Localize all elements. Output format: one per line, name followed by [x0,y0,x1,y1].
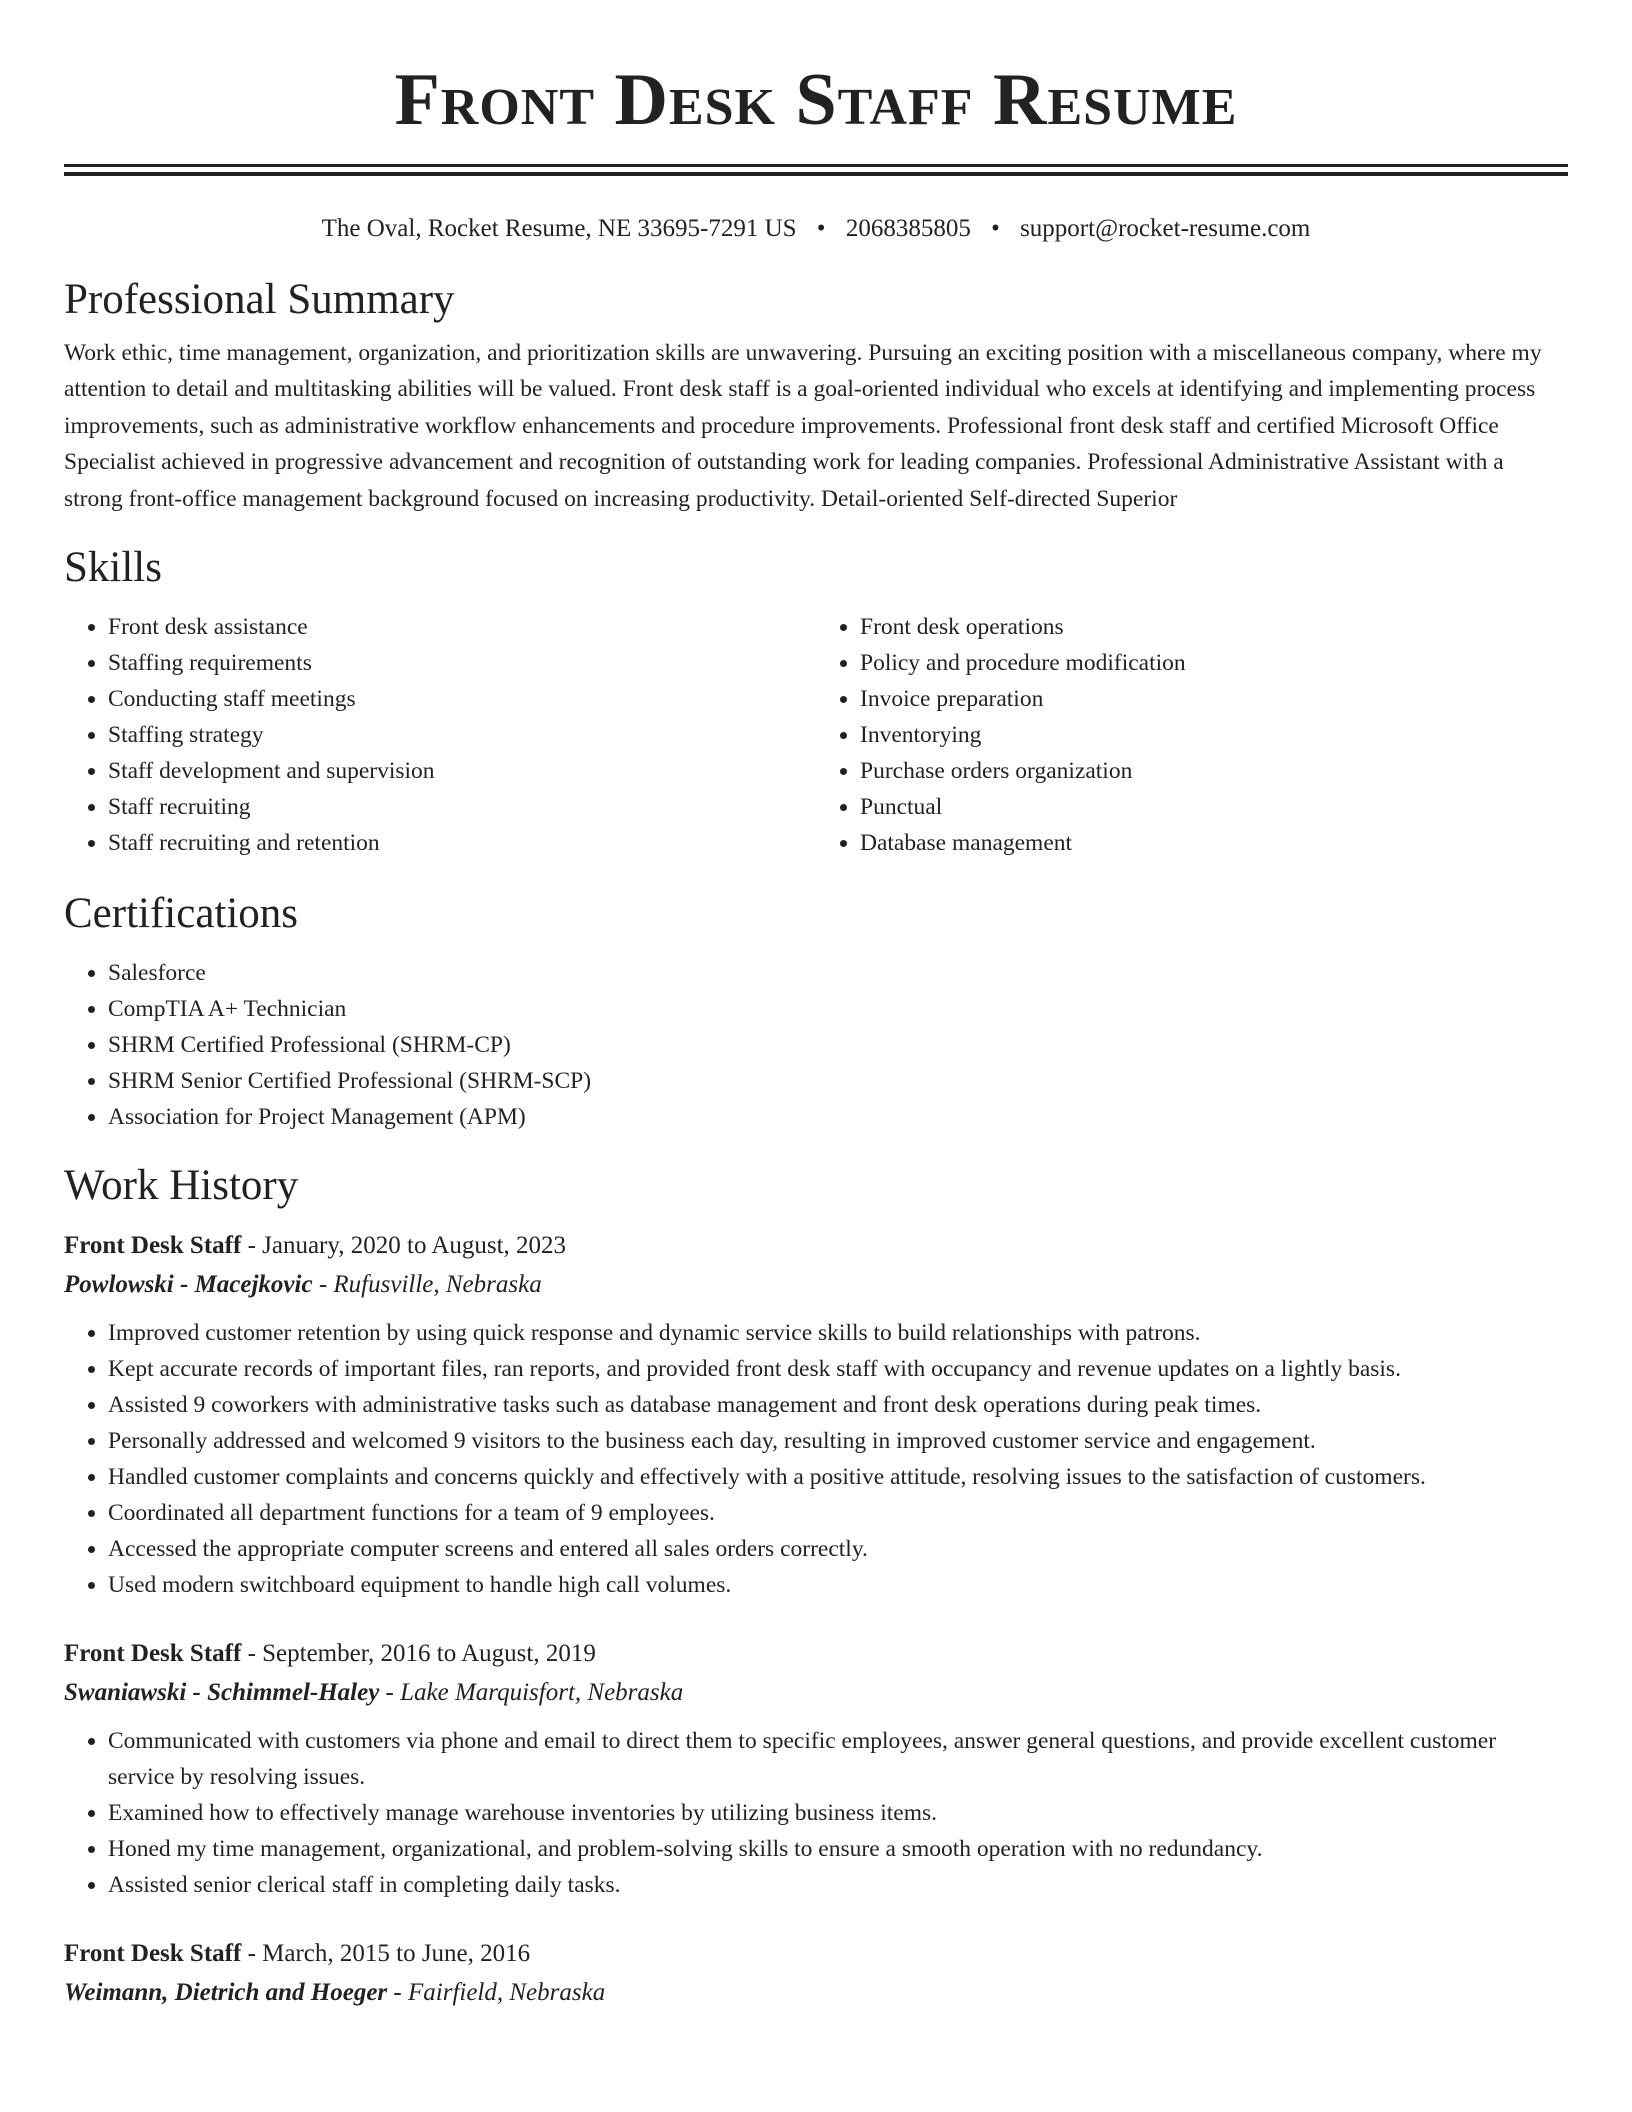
job-bullet: • Handled customer complaints and concerns quickly and effectively with a positive attitude, resolving issues to the satisfaction of customers. [108,1459,1568,1495]
job-location: Lake Marquisfort, Nebraska [400,1679,684,1707]
job-dates: January, 2020 to August, 2023 [262,1232,567,1260]
skill-item: • Staffing strategy [108,717,816,753]
job-company: Powlowski - Macejkovic [64,1271,313,1299]
job-bullet: • Communicated with customers via phone and email to direct them to specific employees, answer general questions, and provide excellent customer service by resolving issues. [108,1723,1568,1795]
job-entry [64,1935,1568,2013]
skill-item: • Staffing requirements [108,645,816,681]
work-history-heading: Work History [64,1162,299,1210]
skill-item: • Punctual [860,789,1568,825]
contact-address: The Oval, Rocket Resume, NE 33695-7291 US [321,215,797,242]
contact-email: support@rocket-resume.com [1020,215,1311,242]
job-location: Fairfield, Nebraska [408,1979,606,2007]
title-divider-bottom [64,172,1568,176]
job-bullet: • Personally addressed and welcomed 9 visitors to the business each day, resulting in improved customer service and engagement. [108,1423,1568,1459]
skills-list-right [816,609,1568,861]
contact-separator: • [816,215,826,242]
resume-title: Front Desk Staff Resume [394,59,1238,141]
skill-item: • Front desk assistance [108,609,816,645]
skill-item: • Staff recruiting and retention [108,825,816,861]
certification-item: • Salesforce [108,955,1568,991]
job-bullet: • Coordinated all department functions for a team of 9 employees. [108,1495,1568,1531]
job-role: Front Desk Staff [64,1940,242,1968]
skill-item: • Staff development and supervision [108,753,816,789]
skill-item: • Purchase orders organization [860,753,1568,789]
job-bullets [64,1723,1568,1903]
skill-item: • Database management [860,825,1568,861]
skill-item: • Front desk operations [860,609,1568,645]
job-bullet: • Kept accurate records of important files, ran reports, and provided front desk staff with occupancy and revenue updates on a lightly basis. [108,1351,1568,1387]
skills-heading: Skills [64,544,162,592]
job-dates: March, 2015 to June, 2016 [262,1940,531,1968]
skill-item: • Policy and procedure modification [860,645,1568,681]
certification-item: • CompTIA A+ Technician [108,991,1568,1027]
job-bullet: • Assisted 9 coworkers with administrative tasks such as database management and front desk operations during peak times. [108,1387,1568,1423]
certification-item: • SHRM Senior Certified Professional (SHRM-SCP) [108,1063,1568,1099]
job-dates: September, 2016 to August, 2019 [262,1640,596,1668]
contact-phone: 2068385805 [845,215,971,242]
job-employer: Weimann, Dietrich and Hoeger - Fairfield, Nebraska [64,1979,606,2007]
skill-item: • Conducting staff meetings [108,681,816,717]
job-company: Weimann, Dietrich and Hoeger [64,1979,388,2007]
job-bullet: • Honed my time management, organizational, and problem-solving skills to ensure a smooth operation with no redundancy. [108,1831,1568,1867]
certifications-list [64,955,1568,1135]
job-bullet: • Assisted senior clerical staff in completing daily tasks. [108,1867,1568,1903]
certification-item: • Association for Project Management (APM) [108,1099,1568,1135]
skill-item: • Inventorying [860,717,1568,753]
contact-separator: • [991,215,1000,242]
job-role: Front Desk Staff [64,1232,242,1260]
resume-page [64,0,1568,2013]
skills-columns [64,609,1568,861]
job-bullet: • Examined how to effectively manage warehouse inventories by utilizing business items. [108,1795,1568,1831]
job-entry [64,1227,1568,1603]
contact-line [64,214,1568,244]
skills-list-left [64,609,816,861]
summary-text: Work ethic, time management, organization, and prioritization skills are unwavering. Pursuing an exciting position with a miscellaneous company, where my attention to detail and multitasking abilities will be valued. Front desk staff is a goal-oriented individual who excels at identifying and implementing process improvements, such as administrative workflow enhancements and procedure improvements. Professional front desk staff and certified Microsoft Office Specialist achieved in progressive advancement and recognition of outstanding work for leading companies. Professional Administrative Assistant with a strong front-office management background focused on increasing productivity. Detail-oriented Self-directed Superior [64,340,1542,512]
title-divider-top [64,164,1568,167]
job-header: Front Desk Staff - September, 2016 to August, 2019 [64,1640,596,1668]
job-bullets [64,1315,1568,1603]
summary-heading: Professional Summary [64,276,455,323]
job-employer: Powlowski - Macejkovic - Rufusville, Nebraska [64,1271,542,1299]
job-location: Rufusville, Nebraska [333,1271,542,1299]
skill-item: • Invoice preparation [860,681,1568,717]
job-entry [64,1635,1568,1903]
job-header: Front Desk Staff - January, 2020 to August, 2023 [64,1232,567,1260]
job-bullet: • Improved customer retention by using quick response and dynamic service skills to build relationships with patrons. [108,1315,1568,1351]
job-header: Front Desk Staff - March, 2015 to June, 2016 [64,1940,531,1968]
certifications-heading: Certifications [64,890,299,938]
job-bullet: • Accessed the appropriate computer screens and entered all sales orders correctly. [108,1531,1568,1567]
skill-item: • Staff recruiting [108,789,816,825]
job-company: Swaniawski - Schimmel-Haley [64,1679,380,1707]
job-role: Front Desk Staff [64,1640,242,1668]
certification-item: • SHRM Certified Professional (SHRM-CP) [108,1027,1568,1063]
job-employer: Swaniawski - Schimmel-Haley - Lake Marquisfort, Nebraska [64,1679,684,1707]
job-bullet: • Used modern switchboard equipment to handle high call volumes. [108,1567,1568,1603]
